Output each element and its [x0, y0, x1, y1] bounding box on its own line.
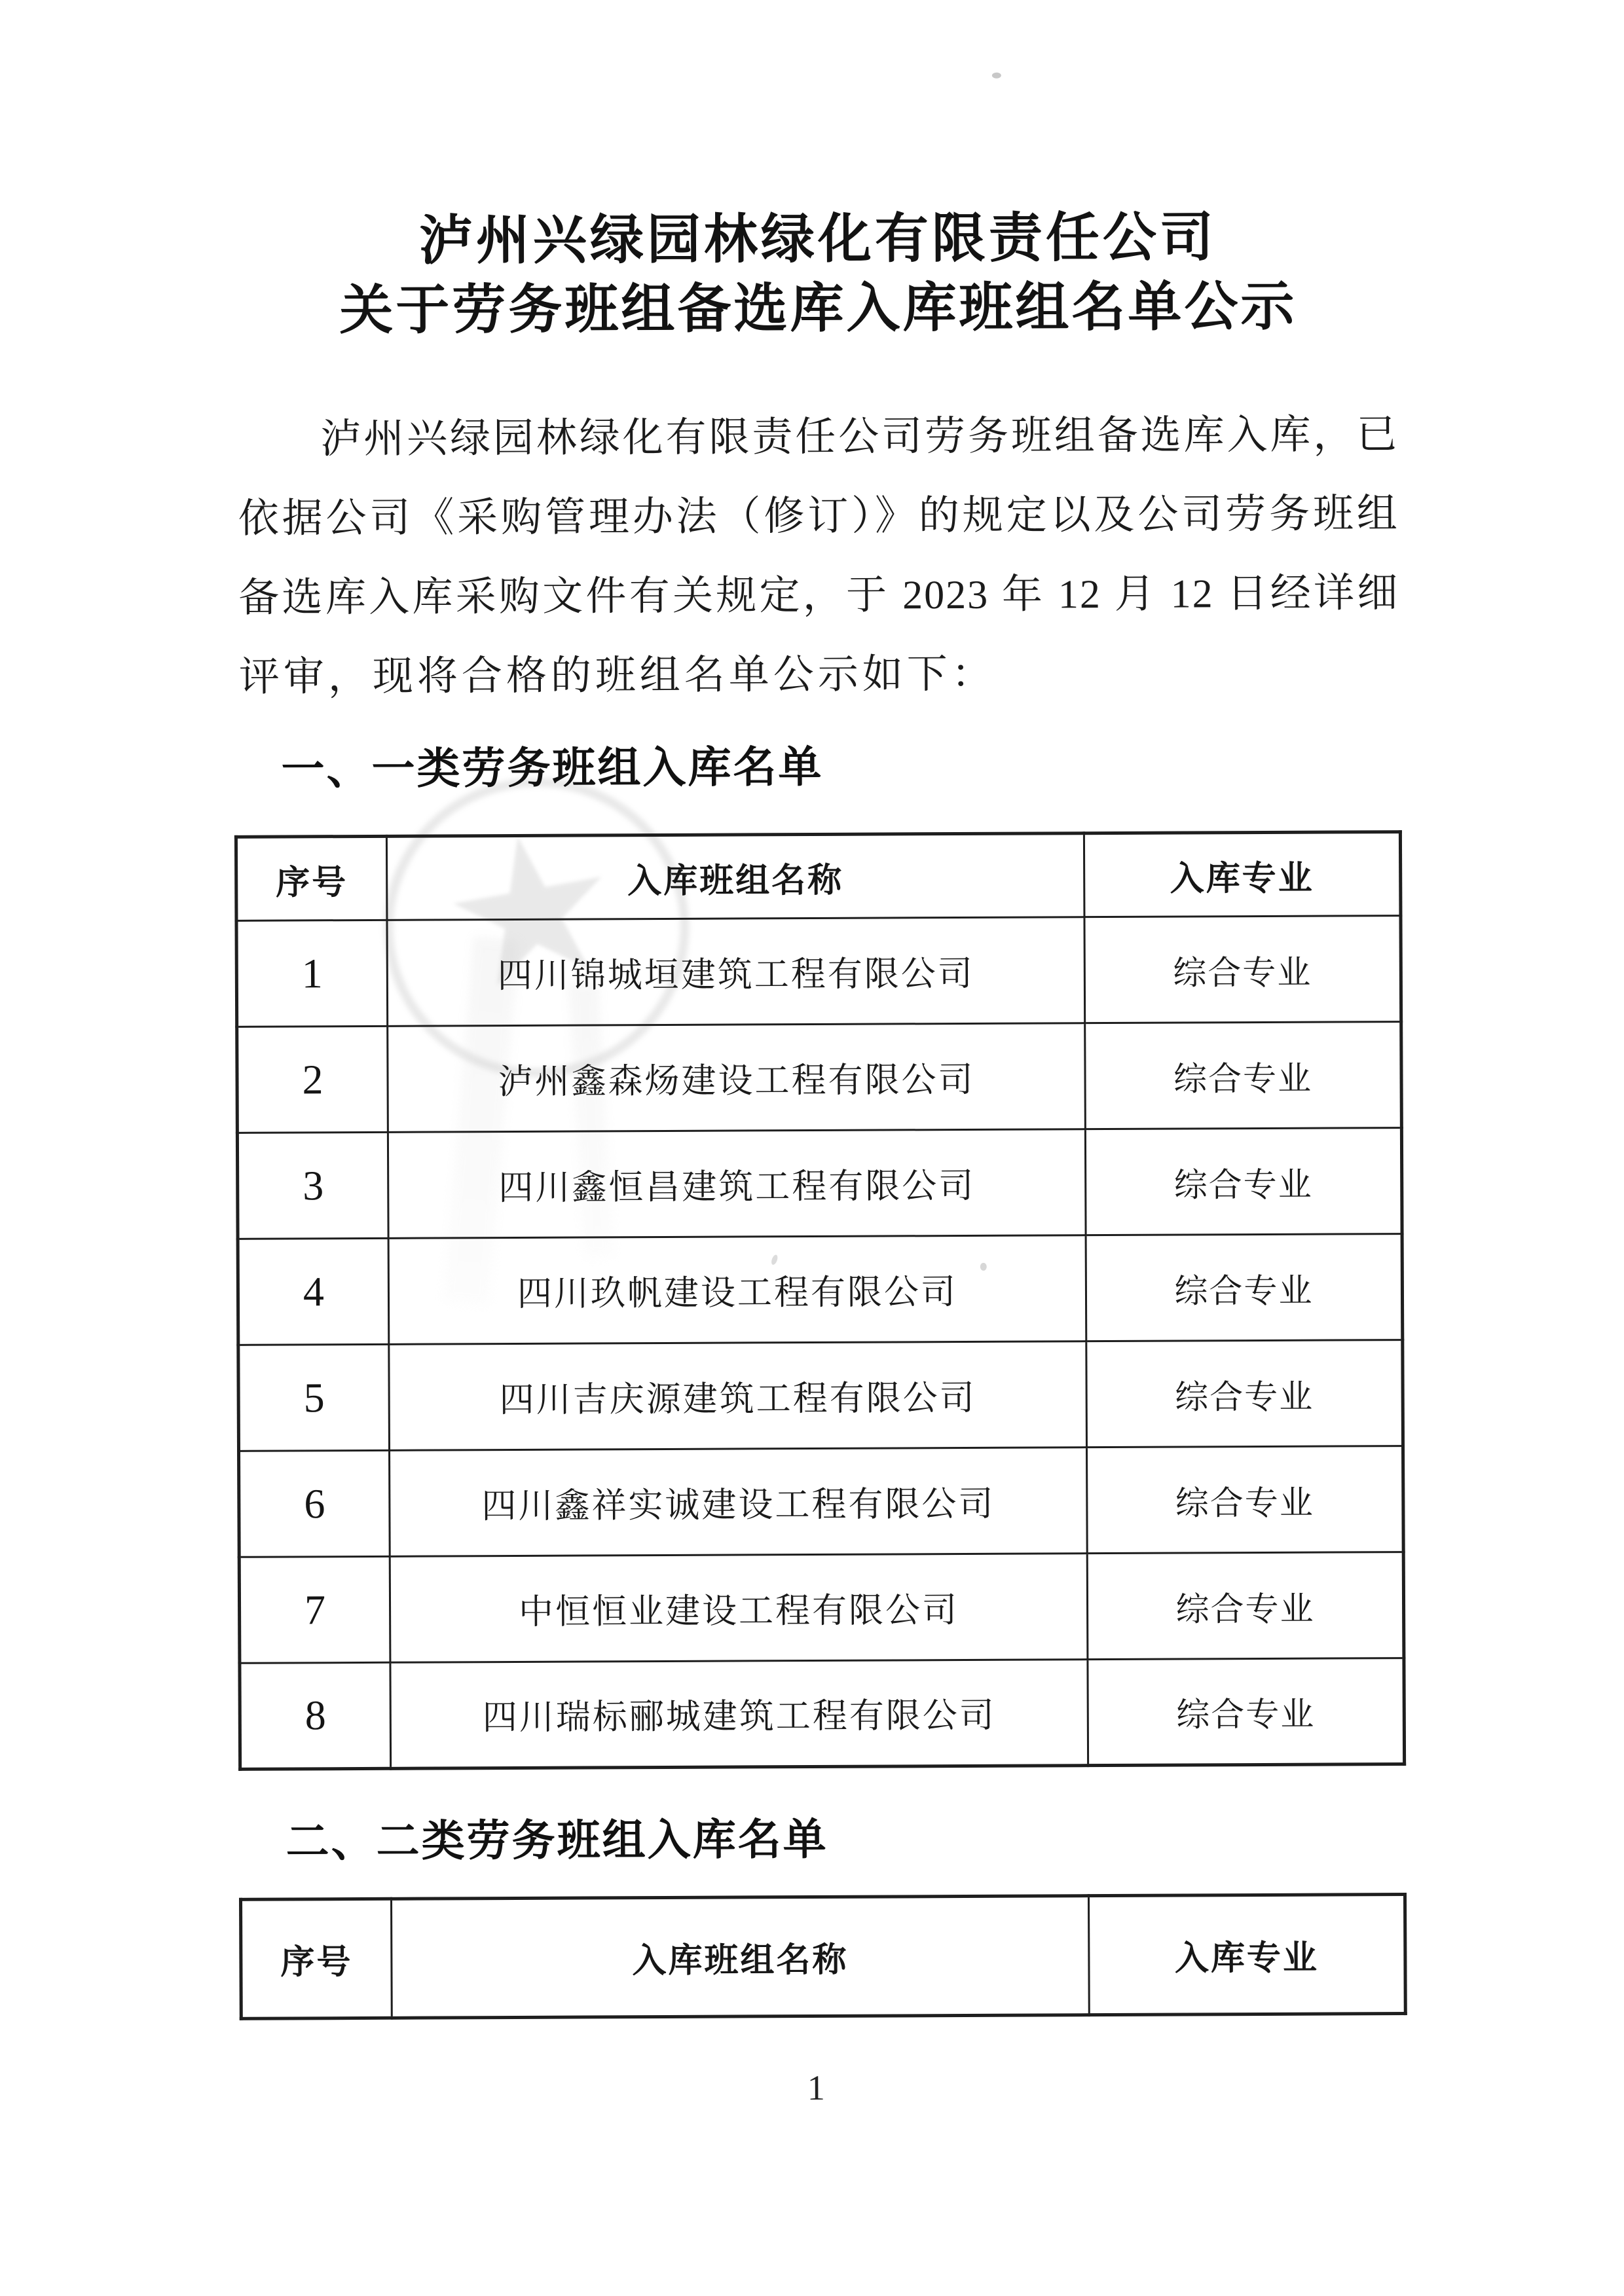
- row-no: 3: [237, 1132, 388, 1239]
- paragraph-line: 备选库入库采购文件有关规定，于 2023 年 12 月 12 日经详细: [238, 571, 1399, 621]
- document-title-line2: 关于劳务班组备选库入库班组名单公示: [339, 276, 1297, 341]
- table-row: [239, 1552, 1404, 1664]
- row-specialty: 综合专业: [1086, 1340, 1403, 1448]
- row-company-name: 四川鑫恒昌建筑工程有限公司: [388, 1129, 1086, 1239]
- column-header-specialty: 入库专业: [1084, 832, 1401, 917]
- section2-roster-table: [239, 1893, 1407, 2020]
- column-header-name: 入库班组名称: [386, 833, 1084, 920]
- row-specialty: 综合专业: [1085, 1128, 1402, 1235]
- table-header-row: [236, 832, 1401, 921]
- row-company-name: 泸州鑫森炀建设工程有限公司: [388, 1023, 1086, 1133]
- row-specialty: 综合专业: [1087, 1552, 1404, 1660]
- table-row: [237, 1022, 1402, 1133]
- row-company-name: 四川瑞标郦城建筑工程有限公司: [390, 1660, 1088, 1769]
- paragraph-line: 评审，现将合格的班组名单公示如下：: [238, 651, 997, 700]
- table-header-row: [240, 1895, 1405, 2019]
- row-company-name: 四川吉庆源建筑工程有限公司: [389, 1341, 1087, 1451]
- row-specialty: 综合专业: [1086, 1446, 1403, 1554]
- section2-heading: 二、二类劳务班组入库名单: [286, 1814, 828, 1866]
- paragraph-line: 依据公司《采购管理办法（修订）》的规定以及公司劳务班组: [238, 492, 1399, 541]
- scan-speck: [992, 73, 1001, 79]
- faded-stamp-star-icon: ★: [424, 781, 638, 1038]
- table-row: [240, 1658, 1405, 1770]
- row-specialty: 综合专业: [1084, 916, 1401, 1023]
- table-row: [238, 1234, 1403, 1345]
- column-header-no: 序号: [240, 1899, 392, 2018]
- row-company-name: 四川玖帆建设工程有限公司: [388, 1235, 1086, 1345]
- intro-paragraph: [238, 395, 1399, 718]
- column-header-specialty: 入库专业: [1088, 1895, 1405, 2015]
- column-header-name: 入库班组名称: [391, 1896, 1089, 2018]
- table-row: [238, 1340, 1403, 1451]
- row-specialty: 综合专业: [1086, 1234, 1403, 1341]
- row-no: 1: [236, 920, 388, 1027]
- table-row: [237, 1128, 1402, 1239]
- row-no: 5: [238, 1344, 390, 1451]
- table-row: [239, 1446, 1404, 1558]
- row-no: 7: [239, 1556, 390, 1663]
- row-company-name: 中恒恒业建设工程有限公司: [390, 1554, 1088, 1663]
- row-no: 4: [238, 1238, 389, 1345]
- row-no: 2: [237, 1026, 388, 1133]
- column-header-no: 序号: [236, 836, 387, 920]
- row-specialty: 综合专业: [1085, 1022, 1402, 1129]
- document-title-line1: 泸州兴绿园林绿化有限责任公司: [418, 208, 1217, 271]
- row-no: 8: [240, 1662, 391, 1769]
- row-company-name: 四川锦城垣建筑工程有限公司: [387, 917, 1085, 1027]
- page-number: 1: [807, 2068, 825, 2108]
- section1-roster-table: [234, 830, 1406, 1771]
- paragraph-line: 泸州兴绿园林绿化有限责任公司劳务班组备选库入库，已: [320, 412, 1399, 462]
- section1-heading: 一、一类劳务班组入库名单: [281, 742, 824, 793]
- row-company-name: 四川鑫祥实诚建设工程有限公司: [390, 1448, 1088, 1557]
- row-specialty: 综合专业: [1088, 1658, 1405, 1766]
- table-row: [236, 916, 1401, 1027]
- row-no: 6: [239, 1450, 390, 1557]
